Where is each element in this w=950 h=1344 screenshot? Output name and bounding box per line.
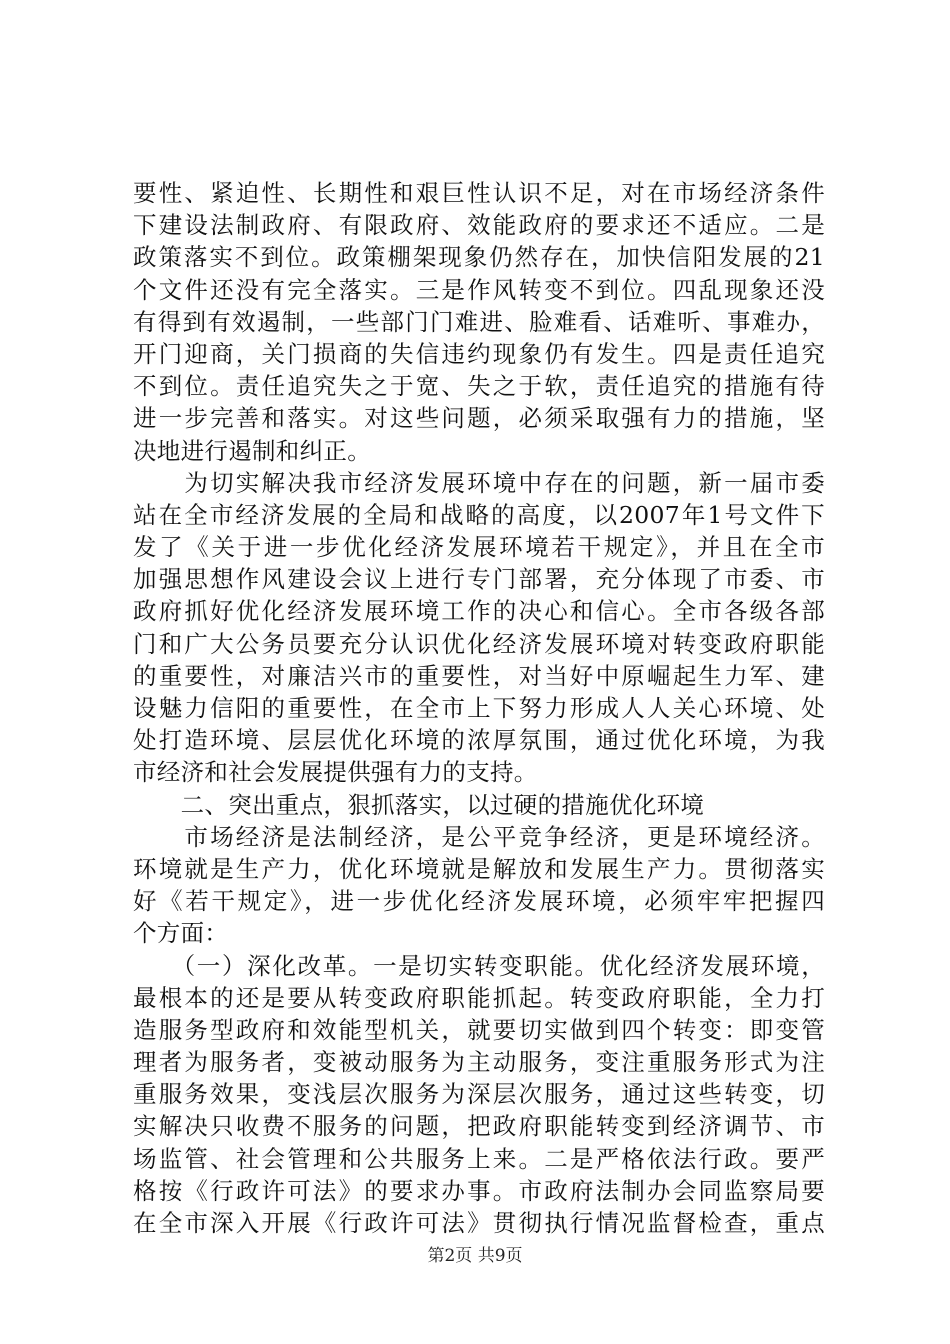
text-line: 个方面：	[133, 919, 229, 948]
text-line: 好《若干规定》，进一步优化经济发展环境，必须牢牢把握四	[133, 887, 825, 916]
text-line: 实解决只收费不服务的问题，把政府职能转变到经济调节、市	[133, 1112, 825, 1141]
text-line: 场监管、社会管理和公共服务上来。二是严格依法行政。要严	[133, 1144, 825, 1173]
text-line: 发了《关于进一步优化经济发展环境若干规定》，并且在全市	[133, 533, 825, 562]
text-line: 有得到有效遏制，一些部门门难进、脸难看、话难听、事难办，	[133, 307, 825, 336]
text-line: 最根本的还是要从转变政府职能抓起。转变政府职能，全力打	[133, 983, 825, 1012]
text-line: 决地进行遏制和纠正。	[133, 436, 371, 465]
text-line: 的重要性，对廉洁兴市的重要性，对当好中原崛起生力军、建	[133, 661, 825, 690]
text-line: 处打造环境、层层优化环境的浓厚氛围，通过优化环境，为我	[133, 726, 825, 755]
text-line: 在全市深入开展《行政许可法》贯彻执行情况监督检查，重点	[133, 1209, 825, 1237]
document-body	[133, 177, 825, 1239]
text-line: 个文件还没有完全落实。三是作风转变不到位。四乱现象还没	[133, 275, 825, 304]
page-footer: 第2页 共9页	[427, 1246, 523, 1266]
text-line: 市场经济是法制经济，是公平竞争经济，更是环境经济。	[133, 822, 825, 851]
text-line: 格按《行政许可法》的要求办事。市政府法制办会同监察局要	[133, 1176, 825, 1205]
text-line: 进一步完善和落实。对这些问题，必须采取强有力的措施，坚	[133, 404, 825, 433]
text-line: 要性、紧迫性、长期性和艰巨性认识不足，对在市场经济条件	[133, 179, 825, 207]
text-line: 环境就是生产力，优化环境就是解放和发展生产力。贯彻落实	[133, 854, 825, 883]
text-line: 二、突出重点，狠抓落实，以过硬的措施优化环境	[133, 790, 705, 819]
text-line: 加强思想作风建设会议上进行专门部署，充分体现了市委、市	[133, 565, 825, 594]
text-line: 设魅力信阳的重要性，在全市上下努力形成人人关心环境、处	[133, 694, 825, 722]
text-line: 为切实解决我市经济发展环境中存在的问题，新一届市委	[133, 468, 825, 497]
text-line: 市经济和社会发展提供强有力的支持。	[133, 758, 538, 787]
text-line: 政府抓好优化经济发展环境工作的决心和信心。全市各级各部	[133, 597, 825, 626]
text-line: 政策落实不到位。政策棚架现象仍然存在，加快信阳发展的21	[133, 243, 825, 272]
text-line: 理者为服务者，变被动服务为主动服务，变注重服务形式为注	[133, 1048, 825, 1077]
text-line: 开门迎商，关门损商的失信违约现象仍有发生。四是责任追究	[133, 339, 825, 368]
text-line: 下建设法制政府、有限政府、效能政府的要求还不适应。二是	[133, 211, 825, 240]
text-line: （一）深化改革。一是切实转变职能。优化经济发展环境，	[133, 951, 825, 980]
text-line: 造服务型政府和效能型机关，就要切实做到四个转变：即变管	[133, 1015, 825, 1044]
text-line: 站在全市经济发展的全局和战略的高度，以2007年1号文件下	[133, 500, 825, 529]
text-line: 门和广大公务员要充分认识优化经济发展环境对转变政府职能	[133, 629, 825, 658]
text-line: 不到位。责任追究失之于宽、失之于软，责任追究的措施有待	[133, 372, 825, 401]
text-line: 重服务效果，变浅层次服务为深层次服务，通过这些转变，切	[133, 1080, 825, 1109]
